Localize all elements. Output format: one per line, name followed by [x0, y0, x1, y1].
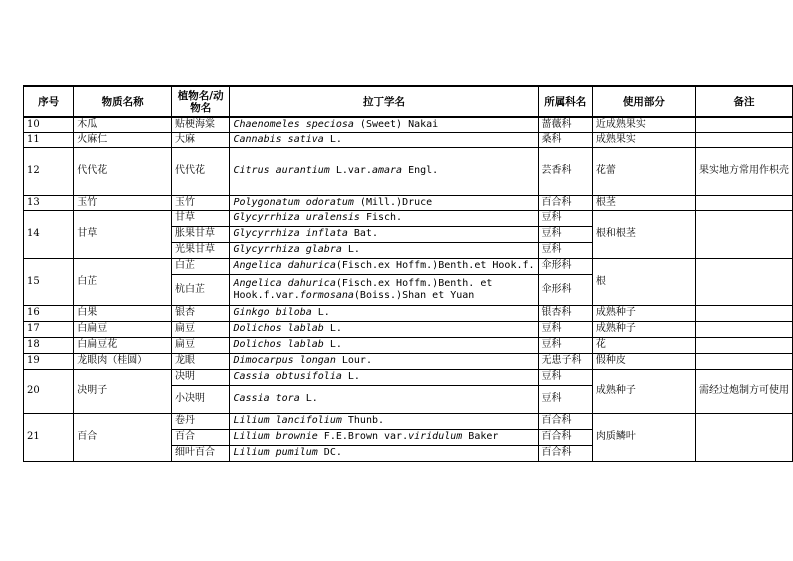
cell-latin — [230, 353, 538, 369]
cell-latin — [230, 258, 538, 274]
cell-plant: 卷丹 — [171, 413, 230, 429]
cell-seq: 10 — [24, 117, 74, 132]
cell-part: 根和根茎 — [592, 210, 695, 258]
header-part: 使用部分 — [592, 86, 695, 117]
cell-latin — [230, 337, 538, 353]
latin-genus-species: Angelica dahurica — [233, 260, 336, 271]
cell-note — [695, 195, 792, 210]
cell-seq: 21 — [24, 413, 74, 461]
latin-author: L.var. — [329, 165, 372, 176]
table-row — [24, 369, 793, 385]
cell-family: 豆科 — [538, 369, 592, 385]
latin-author-2: Baker — [462, 431, 499, 442]
latin-author: Thunb. — [341, 415, 385, 426]
cell-name: 龙眼肉（桂圆） — [74, 353, 172, 369]
cell-plant: 小决明 — [171, 385, 230, 413]
cell-note — [695, 337, 792, 353]
cell-latin — [230, 413, 538, 429]
latin-genus-species: Chaenomeles speciosa — [233, 118, 354, 130]
substance-table — [23, 85, 793, 462]
cell-family: 百合科 — [538, 413, 592, 429]
cell-seq: 11 — [24, 132, 74, 147]
table-row — [24, 413, 793, 429]
cell-latin — [230, 147, 538, 195]
header-name: 物质名称 — [74, 86, 172, 117]
latin-genus-species: Glycyrrhiza inflata — [233, 228, 348, 239]
cell-family: 百合科 — [538, 195, 592, 210]
cell-plant: 龙眼 — [171, 353, 230, 369]
table-row — [24, 305, 793, 321]
cell-family: 豆科 — [538, 321, 592, 337]
cell-seq: 14 — [24, 210, 74, 258]
cell-plant: 胀果甘草 — [171, 226, 230, 242]
cell-plant: 百合 — [171, 429, 230, 445]
cell-note — [695, 258, 792, 305]
cell-family: 银杏科 — [538, 305, 592, 321]
latin-genus-species: Lilium pumilum — [233, 447, 318, 458]
latin-author-line2b: (Boiss.)Shan et Yuan — [353, 289, 475, 301]
cell-part: 根茎 — [592, 195, 695, 210]
cell-name: 玉竹 — [74, 195, 172, 210]
latin-genus-species: Citrus aurantium — [233, 165, 330, 176]
cell-part: 假种皮 — [592, 353, 695, 369]
latin-author: L. — [323, 133, 342, 145]
cell-note — [695, 305, 792, 321]
latin-author: L. — [341, 244, 360, 255]
cell-name: 代代花 — [74, 147, 172, 195]
latin-author: L. — [311, 307, 330, 318]
cell-name: 决明子 — [74, 369, 172, 413]
cell-plant: 扁豆 — [171, 337, 230, 353]
latin-author: Lour. — [335, 355, 372, 366]
cell-name: 百合 — [74, 413, 172, 461]
cell-note — [695, 353, 792, 369]
cell-plant: 贴梗海棠 — [171, 117, 230, 132]
header-family: 所属科名 — [538, 86, 592, 117]
cell-note: 果实地方常用作枳壳 — [695, 147, 792, 195]
cell-part: 成熟种子 — [592, 321, 695, 337]
latin-genus-species: Dolichos lablab — [233, 339, 324, 350]
cell-name: 甘草 — [74, 210, 172, 258]
cell-family: 伞形科 — [538, 274, 592, 305]
latin-author: (Fisch.ex Hoffm.)Benth. et — [335, 277, 493, 289]
latin-genus-species: Cassia obtusifolia — [233, 371, 342, 382]
cell-name: 火麻仁 — [74, 132, 172, 147]
cell-family: 伞形科 — [538, 258, 592, 274]
cell-seq: 18 — [24, 337, 74, 353]
cell-seq: 13 — [24, 195, 74, 210]
latin-author: L. — [323, 339, 342, 350]
latin-author: L. — [299, 393, 318, 404]
latin-author-line2a: Hook.f.var. — [233, 289, 300, 301]
cell-latin — [230, 242, 538, 258]
cell-name: 木瓜 — [74, 117, 172, 132]
cell-part: 花蕾 — [592, 147, 695, 195]
cell-latin — [230, 210, 538, 226]
table-row — [24, 337, 793, 353]
latin-genus-species: Polygonatum odoratum — [233, 196, 354, 208]
cell-latin — [230, 321, 538, 337]
latin-author: Bat. — [347, 228, 378, 239]
cell-family: 豆科 — [538, 226, 592, 242]
latin-genus-species: Glycyrrhiza glabra — [233, 244, 342, 255]
latin-author: Fisch. — [359, 212, 403, 223]
cell-part: 成熟种子 — [592, 305, 695, 321]
table-row — [24, 321, 793, 337]
cell-seq: 20 — [24, 369, 74, 413]
cell-note — [695, 210, 792, 258]
latin-genus-species: Glycyrrhiza uralensis — [233, 212, 360, 223]
latin-author: (Sweet) Nakai — [353, 118, 439, 130]
cell-latin — [230, 226, 538, 242]
cell-plant: 白芷 — [171, 258, 230, 274]
header-seq: 序号 — [24, 86, 74, 117]
cell-seq: 15 — [24, 258, 74, 305]
cell-note — [695, 321, 792, 337]
table-row — [24, 353, 793, 369]
latin-author: DC. — [317, 447, 342, 458]
cell-plant: 杭白芷 — [171, 274, 230, 305]
cell-family: 无患子科 — [538, 353, 592, 369]
header-row — [24, 86, 793, 117]
cell-latin — [230, 429, 538, 445]
cell-part: 根 — [592, 258, 695, 305]
latin-author: L. — [323, 323, 342, 334]
header-latin: 拉丁学名 — [230, 86, 538, 117]
cell-family: 百合科 — [538, 445, 592, 461]
cell-family: 豆科 — [538, 337, 592, 353]
cell-plant: 光果甘草 — [171, 242, 230, 258]
table-row — [24, 117, 793, 132]
cell-family: 豆科 — [538, 210, 592, 226]
cell-part: 肉质鳞叶 — [592, 413, 695, 461]
cell-name: 白芷 — [74, 258, 172, 305]
latin-author: F.E.Brown var. — [317, 431, 409, 442]
latin-author: (Fisch.ex Hoffm.)Benth.et Hook.f. — [335, 260, 535, 271]
cell-name: 白扁豆 — [74, 321, 172, 337]
latin-variety: formosana — [299, 289, 354, 301]
latin-genus-species: Cassia tora — [233, 393, 300, 404]
latin-genus-species: Lilium brownie — [233, 431, 318, 442]
cell-part: 近成熟果实 — [592, 117, 695, 132]
cell-seq: 19 — [24, 353, 74, 369]
latin-genus-species: Dimocarpus longan — [233, 355, 336, 366]
cell-plant: 决明 — [171, 369, 230, 385]
cell-seq: 16 — [24, 305, 74, 321]
cell-name: 白扁豆花 — [74, 337, 172, 353]
cell-plant: 玉竹 — [171, 195, 230, 210]
cell-part: 成熟种子 — [592, 369, 695, 413]
cell-family: 芸香科 — [538, 147, 592, 195]
cell-plant: 大麻 — [171, 132, 230, 147]
latin-author: (Mill.)Druce — [353, 196, 433, 208]
cell-name: 白果 — [74, 305, 172, 321]
latin-author: L. — [341, 371, 360, 382]
latin-variety: viridulum — [408, 431, 463, 442]
cell-family: 百合科 — [538, 429, 592, 445]
cell-note — [695, 117, 792, 132]
latin-genus-species: Angelica dahurica — [233, 277, 336, 289]
cell-family: 豆科 — [538, 385, 592, 413]
latin-variety: amara — [371, 165, 403, 176]
table-row — [24, 258, 793, 274]
cell-plant: 银杏 — [171, 305, 230, 321]
cell-latin — [230, 274, 538, 305]
cell-note — [695, 132, 792, 147]
latin-genus-species: Lilium lancifolium — [233, 415, 342, 426]
header-plant: 植物名/动物名 — [171, 86, 230, 117]
cell-note: 需经过炮制方可使用 — [695, 369, 792, 413]
latin-genus-species: Dolichos lablab — [233, 323, 324, 334]
cell-latin — [230, 132, 538, 147]
header-note: 备注 — [695, 86, 792, 117]
cell-plant: 扁豆 — [171, 321, 230, 337]
cell-family: 桑科 — [538, 132, 592, 147]
cell-latin — [230, 369, 538, 385]
latin-genus-species: Cannabis sativa — [233, 133, 324, 145]
cell-plant: 代代花 — [171, 147, 230, 195]
cell-part: 花 — [592, 337, 695, 353]
cell-family: 蔷薇科 — [538, 117, 592, 132]
cell-family: 豆科 — [538, 242, 592, 258]
cell-seq: 17 — [24, 321, 74, 337]
cell-latin — [230, 195, 538, 210]
table-row — [24, 132, 793, 147]
cell-part: 成熟果实 — [592, 132, 695, 147]
cell-plant: 细叶百合 — [171, 445, 230, 461]
table-row — [24, 210, 793, 226]
cell-latin — [230, 117, 538, 132]
table-row — [24, 147, 793, 195]
latin-genus-species: Ginkgo biloba — [233, 307, 312, 318]
table-row — [24, 195, 793, 210]
cell-note — [695, 413, 792, 461]
cell-seq: 12 — [24, 147, 74, 195]
cell-latin — [230, 305, 538, 321]
cell-plant: 甘草 — [171, 210, 230, 226]
cell-latin — [230, 445, 538, 461]
latin-author-2: Engl. — [402, 165, 439, 176]
cell-latin — [230, 385, 538, 413]
